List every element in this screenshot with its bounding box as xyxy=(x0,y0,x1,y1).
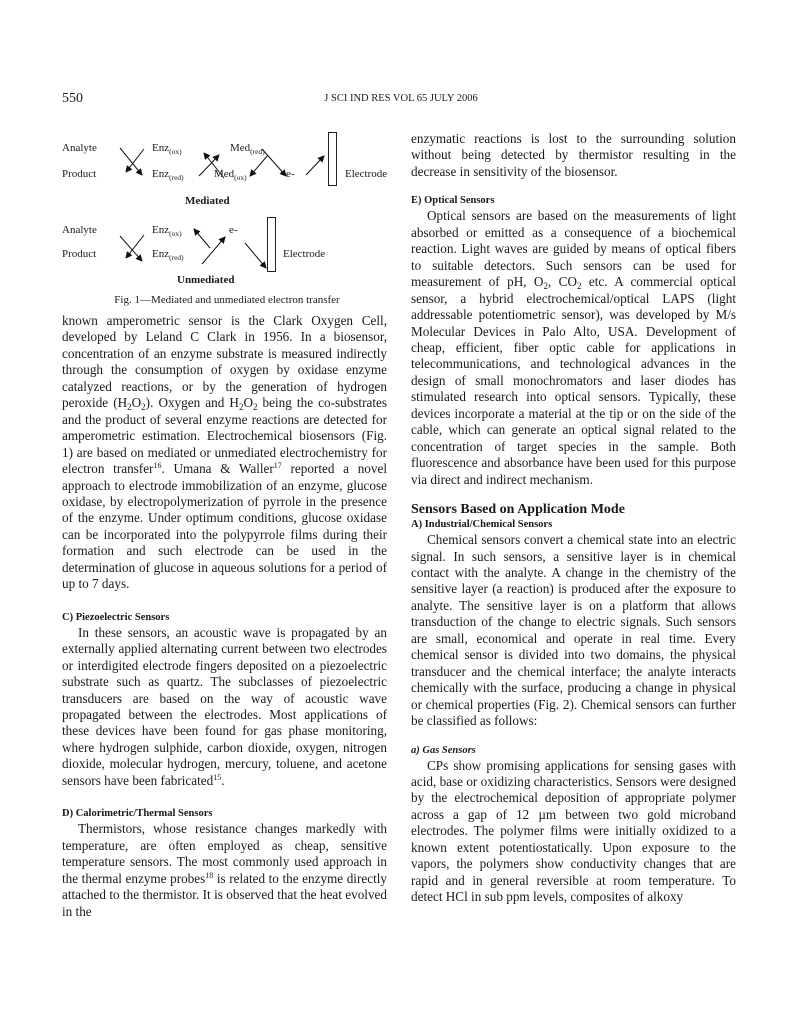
arrow xyxy=(126,149,144,172)
paragraph: Optical sensors are based on the measurements of light absorbed or emitted as a consequence of a biochemical reaction. Light waves are guided by means of optical fibers to suitable detectors. Such sensors can be used for measurement of pH, $O_2$, $CO_2$ etc. A commercial optical sensor, a hybrid electrochemical/optical LAPS (light addressable potentiometric sensor), was developed by M/s Molecular Devices in Palo Alto, USA. Development of cheap, efficient, fiber optic cable for applications in telecommunications, and technological advances in the design of small monochromators and laser diodes has stimulated research into optical sensors. Typically, these devices incorporate a material at the tip or on the side of the cable, which can generate an optical signal related to the concentration of target species in the sample. Both fluorescence and absorbance have been used for this purpose via direct and indirect mechanism. xyxy=(411,208,736,487)
label-med-red: Med$_{(red)}$ xyxy=(230,142,265,156)
label-unmediated-title: Unmediated xyxy=(177,274,235,286)
paragraph: CPs show promising applications for sensing gases with acid, base or oxidizing characteristics. Sensors were designed by the electrochemical deposition of appropriate polymer across a gap of 12 µm between two gold microband electrodes. The polymer films were initially oxidized to a known extent potentiostatically. Upon exposure to the vapors, the polymers show conductivity changes that are rapid and in general reversible at room temperature. To detect HCl in sub ppm levels, composites of alkoxy xyxy=(411,757,736,905)
citation: 17 xyxy=(273,461,282,471)
label-enz-ox: Enz$_{(ox)}$ xyxy=(152,224,182,238)
subsection-heading: a) Gas Sensors xyxy=(411,744,476,756)
label-electrode: Electrode xyxy=(345,168,388,180)
arrow xyxy=(306,156,324,175)
left-column xyxy=(62,313,387,920)
arrow xyxy=(202,237,225,264)
arrow xyxy=(250,155,268,176)
paragraph: Thermistors, whose resistance changes markedly with temperature, are often employed as cheap, sensitive temperature sensors. The most commonly used approach in the thermal enzyme probes$^{18}$ is related to the enzyme directly attached to the thermistor. It is observed that the heat evolved in the xyxy=(62,821,387,919)
electrode-icon xyxy=(267,217,276,272)
label-product: Product xyxy=(62,248,97,260)
section-heading: C) Piezoelectric Sensors xyxy=(62,611,170,623)
section-heading: E) Optical Sensors xyxy=(411,195,495,207)
label-product: Product xyxy=(62,168,97,180)
page-number: 550 xyxy=(62,91,83,106)
arrow xyxy=(120,236,142,261)
label-analyte: Analyte xyxy=(62,224,97,236)
paragraph: In these sensors, an acoustic wave is propagated by an externally applied alternating current between two electrodes or interdigited electrode fingers deposited on a piezoelectric substrate such as quartz. The subclasses of piezoelectric transducers are based on the way of acoustic wave propagated between the electrodes. Most applications of these devices have been found for gas phase monitoring, where hydrogen sulphide, carbon dioxide, oxygen, nitrogen dioxide, molecular hydrogen, mercury, toluene, and acetone sensors have been fabricated$^{15}$. xyxy=(62,624,387,788)
label-enz-ox: Enz$_{(ox)}$ xyxy=(152,142,182,156)
citation: 15 xyxy=(213,772,222,782)
section-heading: D) Calorimetric/Thermal Sensors xyxy=(62,808,213,820)
label-electron: e- xyxy=(286,168,295,180)
label-electrode: Electrode xyxy=(283,248,326,260)
figure-1 xyxy=(62,120,392,310)
page-header xyxy=(62,91,740,107)
section-heading: A) Industrial/Chemical Sensors xyxy=(411,519,553,531)
journal-running-head: J SCI IND RES VOL 65 JULY 2006 xyxy=(324,93,478,104)
electrode-icon xyxy=(328,132,337,186)
arrow xyxy=(194,229,210,248)
paragraph: Chemical sensors convert a chemical state into an electric signal. In such sensors, a sensitive layer is in chemical contact with the analyte. A change in the chemistry of the sensitive layer (a reaction) is produced after the exposure to analyte. The sensitive layer is on a platform that allows transduction of the change to electric signals. Such sensors are small, economical and operate in real time. Every chemical sensor is divided into two domains, the physical transducer and the chemical interface; the analyte interacts chemically with the surface, producing a change in physical or chemical properties (Fig. 2). Chemical sensors can further be classified as follows: xyxy=(411,532,736,729)
label-mediated-title: Mediated xyxy=(185,195,230,207)
figure-caption: Fig. 1—Mediated and unmediated electron transfer xyxy=(114,294,340,306)
label-electron: e- xyxy=(229,224,238,236)
paragraph: enzymatic reactions is lost to the surrounding solution without being detected by thermistor resulting in the decrease in sensitivity of the biosensor. xyxy=(411,131,736,179)
right-column xyxy=(411,131,736,906)
label-analyte: Analyte xyxy=(62,142,97,154)
paragraph: known amperometric sensor is the Clark Oxygen Cell, developed by Leland C Clark in 1956. In a biosensor, concentration of an enzyme substrate is measured indirectly through the consumption of oxygen by oxidase enzyme catalyzed reactions, or by the generation of hydrogen peroxide $(H_2O_2)$. Oxygen and $H_2O_2$ being the co-substrates and the product of several enzyme reactions are detected for amperometric estimation. Electrochemical biosensors (Fig. 1) are based on mediated or unmediated electrochemistry for electron transfer$^{16}$. Umana & Waller$^{17}$ reported a novel approach to electrode immobilization of an enzyme, glucose oxidase, by electropolymerization of pyrrole in the presence of the enzyme. Under optimum conditions, glucose oxidase can be incorporated into the polypyrrole films during their formation and such electrode can be used in the determination of glucose in aqueous solutions for a period of up to 7 days. xyxy=(62,313,387,592)
label-enz-red: Enz$_{(red)}$ xyxy=(152,168,184,182)
main-heading: Sensors Based on Application Mode xyxy=(411,502,625,518)
label-enz-red: Enz$_{(red)}$ xyxy=(152,248,184,262)
label-med-ox: Med$_{(ox)}$ xyxy=(214,168,247,182)
citation: 16 xyxy=(153,461,162,471)
arrow xyxy=(120,148,142,175)
citation: 18 xyxy=(205,870,214,880)
arrow xyxy=(262,149,286,176)
arrow xyxy=(245,243,266,268)
